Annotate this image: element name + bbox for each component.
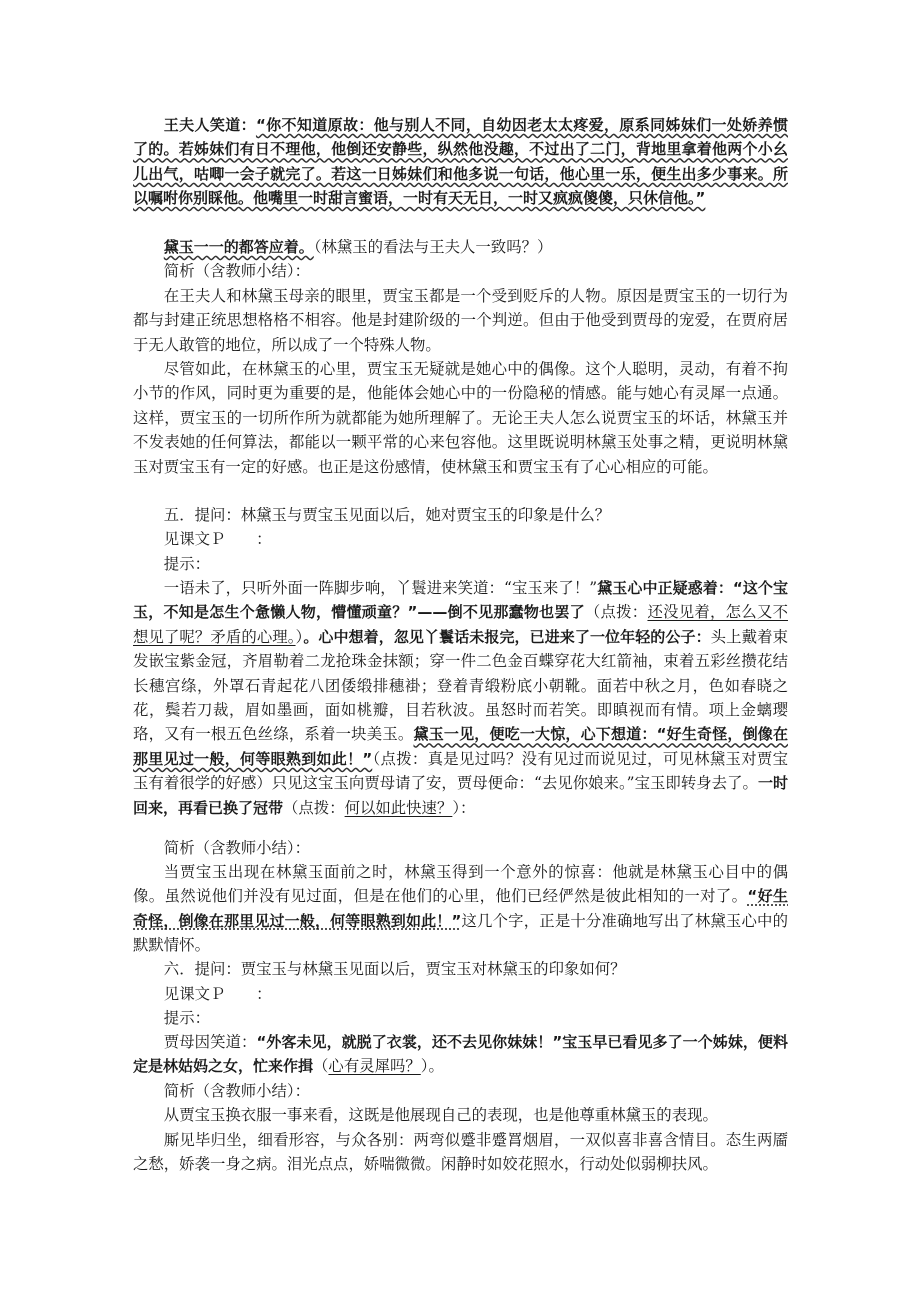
note-open: （点拨： — [584, 603, 648, 622]
excerpt-bold-text: 一时回来，再看已换了冠带 — [133, 774, 788, 817]
note-close: ） — [295, 627, 304, 646]
question-six: 六．提问：贾宝玉与林黛玉见面以后，贾宝玉对林黛玉的印象如何？ — [163, 960, 626, 978]
note-close: ）。 — [420, 1057, 444, 1076]
question-five: 五．提问：林黛玉与贾宝玉见面以后，她对贾宝玉的印象是什么？ — [163, 506, 611, 524]
analysis-paragraph-2: 尽管如此，在林黛玉的心里，贾宝玉无疑就是她心中的偶像。这个人聪明，灵动，有着不拘小节的作风，同时更为重要的是，他能体会她心中的一份隐秘的情感。能与她心有灵犀一点通。这样，贾宝玉的一切所作所为就都能为她所理解了。无论王夫人怎么说贾宝玉的坏话，林黛玉并不发表她的任何算法，都能以一颗平常的心来包容他。这里既说明林黛玉处事之精，更说明林黛玉对贾宝玉有一定的好感。也正是这份感情，使林黛玉和贾宝玉有了心心相应的可能。 — [133, 360, 788, 476]
analysis-text: 当贾宝玉出现在林黛玉面前之时，林黛玉得到一个意外的惊喜：他就是林黛玉心目中的偶像。虽然说他们并没有见过面，但是在他们的心里，他们已经俨然是彼此相知的一对了。 — [133, 863, 788, 906]
daiyu-answer-text: 黛玉一一的都答应着。 — [163, 238, 314, 256]
textbook-reference: 见课文Ｐ ： — [163, 985, 272, 1003]
note-text: 何以如此快速？ — [344, 798, 453, 817]
paragraph-wang-furen — [133, 113, 788, 211]
quote-text: “好生奇怪，倒像在那里见过一般，何等眼熟到如此！” — [133, 887, 788, 930]
analysis-heading: 简析（含教师小结）： — [163, 1082, 311, 1100]
hint-label: 提示： — [163, 555, 210, 573]
excerpt-paragraph-grandmother — [133, 1030, 788, 1079]
analysis-paragraph-1: 在王夫人和林黛玉母亲的眼里，贾宝玉都是一个受到贬斥的人物。原因是贾宝玉的一切行为都与封建正统思想格格不相容。他是封建阶级的一个判逆。但由于他受到贾母的宠爱，在贾府居于无人敢管的地位，所以成了一个特殊人物。 — [133, 287, 788, 354]
hint-label: 提示： — [163, 1009, 210, 1027]
excerpt-bold-text: 黛玉心中正疑惑着：“这个宝玉，不知是怎生个惫懒人物，懵懂顽童？”——倒不见那蠢物也罢了 — [133, 579, 788, 622]
note-close: ）： — [452, 798, 476, 817]
analysis-heading: 简析（含教师小结）： — [163, 262, 311, 280]
textbook-reference: 见课文Ｐ ： — [163, 530, 272, 548]
speaker-text: 王夫人笑道： — [163, 116, 256, 134]
excerpt-text: 一语未了，只听外面一阵脚步响，丫鬟进来笑道：“宝玉来了！” — [163, 579, 598, 597]
note-text: 心有灵犀吗？ — [328, 1057, 421, 1076]
excerpt-bold-text: “外客未见，就脱了衣裳，还不去见你妹妹！”宝玉早已看见多了一个姊妹，便料定是林姑妈之女，忙来作揖 — [133, 1033, 788, 1076]
note-open: （点拨： — [283, 798, 345, 817]
note-open: （ — [313, 1057, 329, 1076]
excerpt-paragraph-daiyu-look: 厮见毕归坐，细看形容，与众各别：两弯似蹙非蹙罥烟眉，一双似喜非喜含情目。态生两靥之愁，娇袭一身之病。泪光点点，娇喘微微。闲静时如姣花照水，行动处似弱柳扶风。 — [133, 1131, 788, 1174]
analysis-text: 这几个字，正是十分准确地写出了林黛玉心中的默默情怀。 — [133, 911, 788, 955]
question-note: （林黛玉的看法与王夫人一致吗？） — [313, 238, 553, 256]
paragraph-daiyu-answer — [133, 235, 788, 259]
excerpt-note: （点拨：真是见过吗？没有见过而说见过，可见林黛玉对贾宝玉有着很学的好感）只见这宝玉向贾母请了安，贾母便命：“去见你娘来。”宝玉即转身去了。 — [133, 749, 788, 793]
excerpt-bold-text: 。心中想着，忽见丫鬟话未报完，已进来了一位年轻的公子： — [303, 627, 711, 646]
analysis-paragraph-4: 从贾宝玉换衣服一事来看，这既是他展现自己的表现，也是他尊重林黛玉的表现。 — [163, 1106, 718, 1124]
excerpt-paragraph-baoyu-arrives — [133, 576, 788, 820]
analysis-paragraph-3 — [133, 860, 788, 958]
analysis-heading: 简析（含教师小结）： — [163, 839, 311, 857]
daiyu-thought-text: 黛玉一见，便吃一大惊，心下想道：“好生奇怪，倒像在那里见过一般，何等眼熟到如此！” — [133, 725, 788, 768]
excerpt-description: 头上戴着束发嵌宝紫金冠，齐眉勒着二龙抢珠金抹额；穿一件二色金百蝶穿花大红箭袖，束着五彩丝攒花结长穗宫绦，外罩石青起花八团倭缎排穗褂；登着青缎粉底小朝靴。面若中秋之月，色如春晓之花，鬓若刀裁，眉如墨画，面如桃瓣，目若秋波。虽怒时而若笑。即瞋视而有情。项上金螭璎珞，又有一根五色丝绦，系着一块美玉。 — [133, 627, 788, 744]
note-text: 还没见着，怎么又不想见了呢？矛盾的心理。 — [133, 603, 788, 646]
quote-text: “你不知道原故：他与别人不同，自幼因老太太疼爱，原系同姊妹们一处娇养惯了的。若姊妹们有日不理他，他倒还安静些，纵然他没趣，不过出了二门，背地里拿着他两个小幺儿出气，咕唧一会子就完了。若这一日姊妹们和他多说一句话，他心里一乐，便生出多少事来。所以嘱咐你别睬他。他嘴里一时甜言蜜语，一时有天无日，一时又疯疯傻傻，只休信他。” — [133, 116, 788, 208]
excerpt-text: 贾母因笑道： — [163, 1033, 257, 1051]
